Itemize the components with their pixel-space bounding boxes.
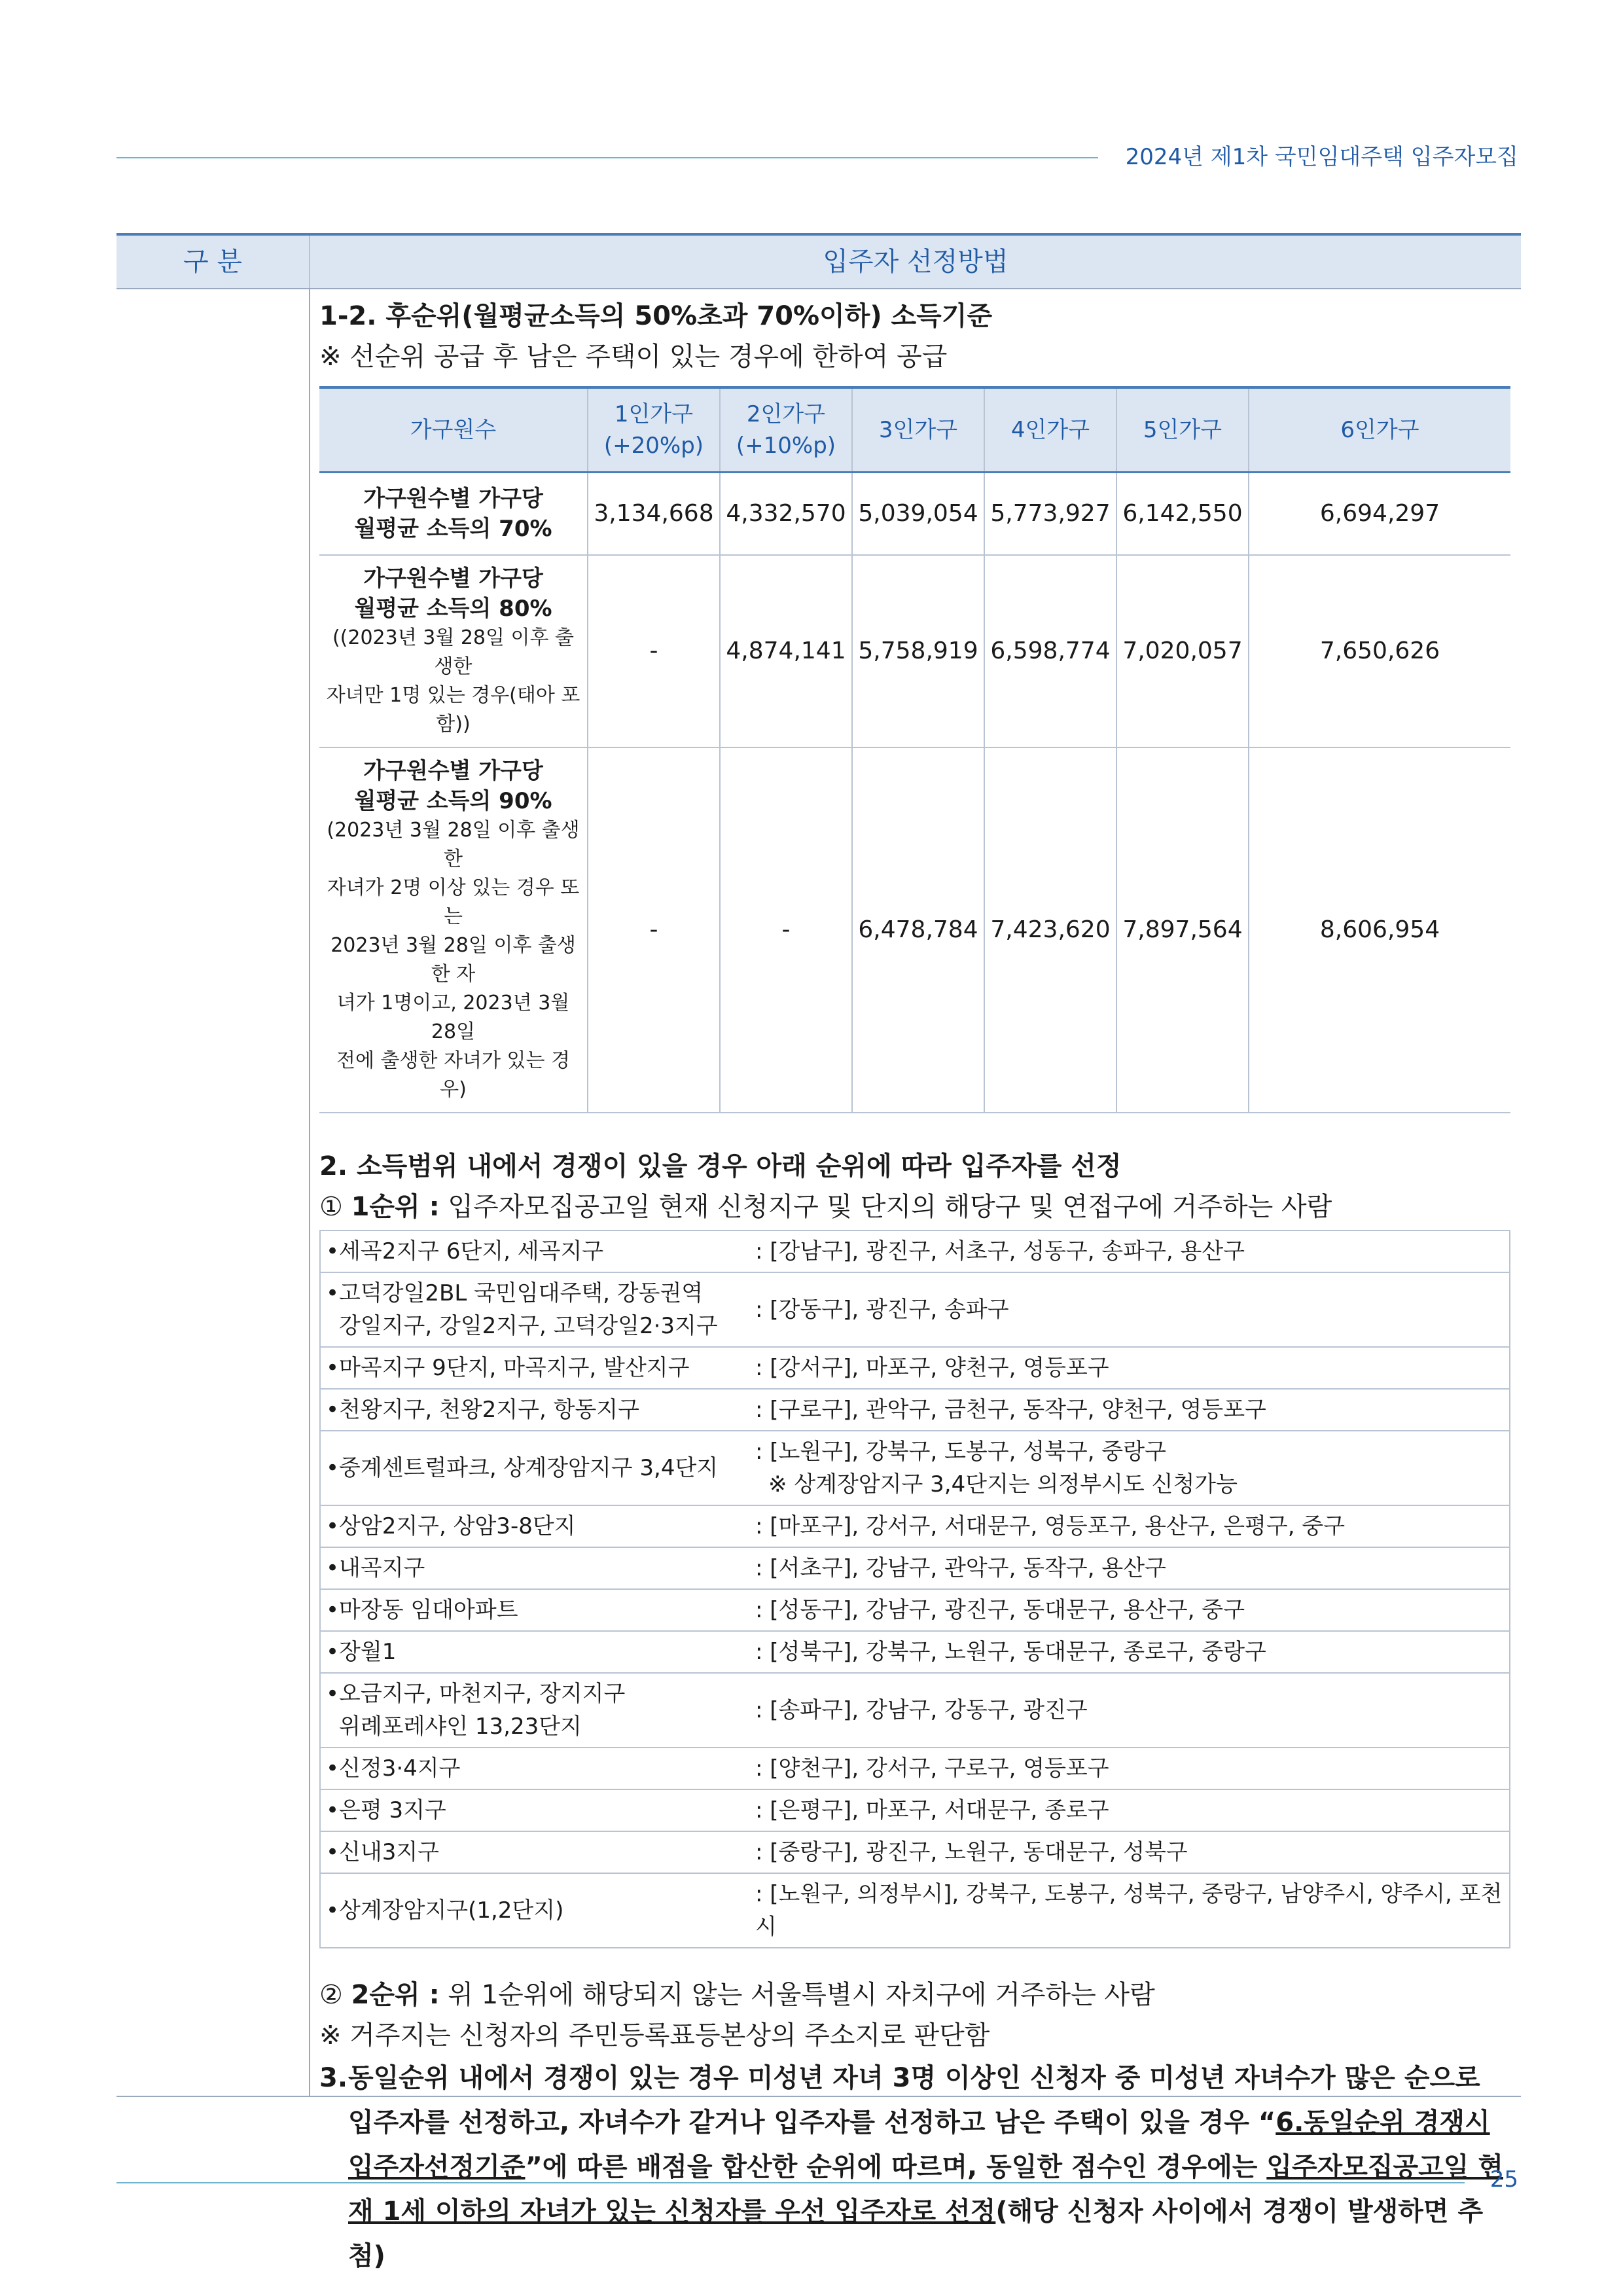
- header-4-person: 4인가구: [984, 387, 1116, 473]
- column-header-gubun: 구 분: [183, 247, 242, 277]
- district-list: : [노원구], 강북구, 도봉구, 성북구, 중랑구: [755, 1438, 1166, 1465]
- district-cell: [750, 1547, 1510, 1589]
- section-1-2-note: ※ 선순위 공급 후 남은 주택이 있는 경우에 한하여 공급: [319, 342, 948, 372]
- district-list: : [강남구], 광진구, 서초구, 성동구, 송파구, 용산구: [755, 1238, 1245, 1265]
- section-3-text-part: ”에 따른 배점을 합산한 순위에 따르며, 동일한 점수인 경우에는: [525, 2151, 1267, 2182]
- area-name-cell: [320, 1272, 750, 1347]
- area-name-cell: [320, 1748, 750, 1789]
- section-3: [319, 2056, 1510, 2278]
- row-sub-line: ((2023년 3월 28일 이후 출생한: [332, 626, 575, 678]
- area-name-cell: [320, 1673, 750, 1748]
- area-name-line: 고덕강일2BL 국민임대주택, 강동권역: [339, 1280, 704, 1306]
- district-cell: [750, 1230, 1510, 1272]
- area-name-cell: [320, 1389, 750, 1431]
- header-subtext: (+20%p): [603, 433, 704, 459]
- header-6-person: 6인가구: [1249, 387, 1510, 473]
- rank-2-line: [319, 1975, 1510, 2015]
- row-label-line: 가구원수별 가구당: [363, 757, 543, 784]
- bullet: •: [326, 1280, 340, 1306]
- bullet: •: [326, 1638, 340, 1665]
- district-cell: [750, 1631, 1510, 1673]
- row-sub-line: 자녀가 2명 이상 있는 경우 또는: [327, 876, 580, 928]
- rank-2-text: 위 1순위에 해당되지 않는 서울특별시 자치구에 거주하는 사람: [448, 1979, 1155, 2010]
- district-cell: [750, 1272, 1510, 1347]
- row-sub-line: 전에 출생한 자녀가 있는 경우): [336, 1049, 570, 1101]
- area-row: [320, 1505, 1510, 1547]
- section-3-number: 3.: [319, 2062, 348, 2093]
- area-name-line: 상암2지구, 상암3-8단지: [339, 1513, 576, 1539]
- section-3-text-part: 동일순위 내에서 경쟁이 있는 경우 미성년 자녀 3명 이상인 신청자 중 미성년 자녀수가 많은 순으로 입주자를 선정하고, 자녀수가 같거나 입주자를 선정하고 남은 주택이 있을 경우 “: [348, 2062, 1480, 2138]
- area-name-line: 마장동 임대아파트: [339, 1596, 518, 1623]
- district-list: : [서초구], 강남구, 관악구, 동작구, 용산구: [755, 1554, 1166, 1581]
- table-cell: 7,423,620: [984, 747, 1116, 1113]
- table-cell: 3,134,668: [588, 473, 720, 555]
- district-cell: [750, 1789, 1510, 1831]
- district-list: : [은평구], 마포구, 서대문구, 종로구: [755, 1797, 1109, 1823]
- district-list: : [양천구], 강서구, 구로구, 영등포구: [755, 1755, 1109, 1782]
- row-sub-line: 녀가 1명이고, 2023년 3월 28일: [336, 991, 570, 1043]
- area-name-line: 상계장암지구(1,2단지): [339, 1897, 564, 1924]
- area-row: [320, 1347, 1510, 1389]
- table-cell: 6,598,774: [984, 555, 1116, 747]
- income-table-header-row: [319, 387, 1510, 473]
- bullet: •: [326, 1755, 340, 1782]
- district-cell: [750, 1505, 1510, 1547]
- area-name-line: 은평 3지구: [339, 1797, 446, 1823]
- table-cell: -: [588, 555, 720, 747]
- header-text: 2인가구: [746, 401, 826, 427]
- area-name-line: 강일지구, 강일2지구, 고덕강일2·3지구: [339, 1312, 718, 1339]
- district-note: ※ 상계장암지구 3,4단지는 의정부시도 신청가능: [768, 1471, 1238, 1498]
- area-name-line: 중계센트럴파크, 상계장암지구 3,4단지: [339, 1454, 719, 1481]
- rank-2-block: [319, 1975, 1510, 2056]
- district-list: : [강서구], 마포구, 양천구, 영등포구: [755, 1354, 1109, 1381]
- area-name-line: 장월1: [339, 1638, 397, 1665]
- area-name-line: 천왕지구, 천왕2지구, 항동지구: [339, 1396, 639, 1423]
- area-name-cell: [320, 1547, 750, 1589]
- bullet: •: [326, 1354, 340, 1381]
- district-cell: [750, 1673, 1510, 1748]
- area-name-cell: [320, 1831, 750, 1873]
- table-cell: 7,897,564: [1116, 747, 1249, 1113]
- district-cell: [750, 1431, 1510, 1505]
- bullet: •: [326, 1839, 340, 1865]
- section-3-underlined-priority: 입주자모집공고일 현재 1세 이하의 자녀가 있는 신청자를 우선 입주자로 선정: [348, 2151, 1503, 2227]
- table-cell: 4,874,141: [720, 555, 852, 747]
- area-row: [320, 1272, 1510, 1347]
- table-cell: 7,020,057: [1116, 555, 1249, 747]
- area-name-cell: [320, 1789, 750, 1831]
- area-name-cell: [320, 1589, 750, 1631]
- header-3-person: 3인가구: [852, 387, 984, 473]
- table-cell: -: [720, 747, 852, 1113]
- table-cell: 5,039,054: [852, 473, 984, 555]
- area-name-line: 세곡2지구 6단지, 세곡지구: [339, 1238, 604, 1265]
- area-row: [320, 1673, 1510, 1748]
- table-cell: 8,606,954: [1249, 747, 1510, 1113]
- row-label: [319, 555, 588, 747]
- district-list: : [송파구], 강남구, 강동구, 광진구: [755, 1696, 1088, 1723]
- bullet: •: [326, 1596, 340, 1623]
- area-row: [320, 1547, 1510, 1589]
- column-header-method: 입주자 선정방법: [823, 247, 1008, 277]
- bullet: •: [326, 1797, 340, 1823]
- header-subtext: (+10%p): [736, 433, 836, 459]
- row-label-line: 월평균 소득의 90%: [354, 787, 552, 814]
- row-sub-line: 자녀만 1명 있는 경우(태아 포함)): [326, 683, 580, 736]
- section-3-text-part: (해당 신청자 사이에서 경쟁이 발생하면 추첨): [348, 2196, 1484, 2271]
- row-sub-line: (2023년 3월 28일 이후 출생한: [327, 818, 580, 870]
- row-label: [319, 473, 588, 555]
- rank-2-marker: ②: [319, 1979, 343, 2010]
- header-text: 가구원수: [410, 417, 497, 443]
- section-3-text: [319, 2056, 1510, 2278]
- district-list: : [노원구, 의정부시], 강북구, 도봉구, 성북구, 중랑구, 남양주시, 양주시, 포천시: [755, 1880, 1503, 1940]
- rank-1-marker: ①: [319, 1191, 343, 1222]
- area-name-cell: [320, 1230, 750, 1272]
- area-name-line: 내곡지구: [339, 1554, 425, 1581]
- district-cell: [750, 1389, 1510, 1431]
- income-standard-table: [319, 386, 1510, 1113]
- header-title: 2024년 제1차 국민임대주택 입주자모집: [1125, 144, 1518, 170]
- district-cell: [750, 1873, 1510, 1948]
- residence-note: ※ 거주지는 신청자의 주민등록표등본상의 주소지로 판단함: [319, 2020, 990, 2051]
- area-name-cell: [320, 1347, 750, 1389]
- header-rule: [116, 157, 1098, 158]
- header-1-person: [588, 387, 720, 473]
- rank-1-label: 1순위 :: [351, 1191, 440, 1222]
- table-cell: 5,758,919: [852, 555, 984, 747]
- area-row: [320, 1789, 1510, 1831]
- bullet: •: [326, 1238, 340, 1265]
- area-name-cell: [320, 1431, 750, 1505]
- area-name-line: 신내3지구: [339, 1839, 440, 1865]
- method-content: [319, 296, 1510, 2278]
- area-row: [320, 1748, 1510, 1789]
- section-1-2-heading: 1-2. 후순위(월평균소득의 50%초과 70%이하) 소득기준: [319, 301, 993, 331]
- table-cell: 6,694,297: [1249, 473, 1510, 555]
- area-name-line: 오금지구, 마천지구, 장지지구: [339, 1680, 626, 1707]
- bullet: •: [326, 1680, 340, 1707]
- rank-1-text: 입주자모집공고일 현재 신청지구 및 단지의 해당구 및 연접구에 거주하는 사람: [448, 1191, 1332, 1222]
- bullet: •: [326, 1513, 340, 1539]
- table-cell: -: [588, 747, 720, 1113]
- page-number: 25: [1489, 2166, 1518, 2193]
- district-list: : [성북구], 강북구, 노원구, 동대문구, 종로구, 중랑구: [755, 1638, 1266, 1665]
- header-2-person: [720, 387, 852, 473]
- table-cell: 6,142,550: [1116, 473, 1249, 555]
- rank-1-line: [319, 1187, 1510, 1227]
- row-label-line: 월평균 소득의 70%: [354, 515, 552, 542]
- district-cell: [750, 1589, 1510, 1631]
- header-5-person: 5인가구: [1116, 387, 1249, 473]
- table-cell: 6,478,784: [852, 747, 984, 1113]
- income-row-80: [319, 555, 1510, 747]
- bullet: •: [326, 1396, 340, 1423]
- area-row: [320, 1831, 1510, 1873]
- area-name-line: 마곡지구 9단지, 마곡지구, 발산지구: [339, 1354, 690, 1381]
- section-2: [319, 1146, 1510, 2056]
- selection-method-frame: [116, 233, 1521, 2271]
- row-label-line: 가구원수별 가구당: [363, 565, 543, 592]
- bullet: •: [326, 1454, 340, 1481]
- district-list: : [중랑구], 광진구, 노원구, 동대문구, 성북구: [755, 1839, 1188, 1865]
- income-row-70: [319, 473, 1510, 555]
- header-text: 1인가구: [614, 401, 694, 427]
- bullet: •: [326, 1554, 340, 1581]
- district-list: : [강동구], 광진구, 송파구: [755, 1296, 1009, 1323]
- income-row-90: [319, 747, 1510, 1113]
- area-name-cell: [320, 1505, 750, 1547]
- section-2-heading: 2. 소득범위 내에서 경쟁이 있을 경우 아래 순위에 따라 입주자를 선정: [319, 1151, 1122, 1181]
- rank-1-area-table: [319, 1230, 1510, 1948]
- section-3-underlined-ref: 6.동일순위 경쟁시 입주자선정기준: [348, 2107, 1490, 2182]
- area-name-line: 위례포레샤인 13,23단지: [339, 1713, 582, 1740]
- row-label-line: 월평균 소득의 80%: [354, 595, 552, 622]
- area-name-line: 신정3·4지구: [339, 1755, 461, 1782]
- district-cell: [750, 1748, 1510, 1789]
- area-row: [320, 1873, 1510, 1948]
- header-household-size: [319, 387, 588, 473]
- row-sub-line: 2023년 3월 28일 이후 출생한 자: [330, 933, 576, 986]
- district-cell: [750, 1831, 1510, 1873]
- area-name-cell: [320, 1873, 750, 1948]
- area-row: [320, 1389, 1510, 1431]
- table-cell: 7,650,626: [1249, 555, 1510, 747]
- rank-2-label: 2순위 :: [351, 1979, 440, 2010]
- district-cell: [750, 1347, 1510, 1389]
- footer-rule: [116, 2182, 1465, 2183]
- column-divider: [309, 289, 310, 2096]
- row-label-line: 가구원수별 가구당: [363, 485, 543, 512]
- district-list: : [마포구], 강서구, 서대문구, 영등포구, 용산구, 은평구, 중구: [755, 1513, 1346, 1539]
- table-cell: 5,773,927: [984, 473, 1116, 555]
- area-row: [320, 1631, 1510, 1673]
- row-label: [319, 747, 588, 1113]
- area-row: [320, 1589, 1510, 1631]
- district-list: : [성동구], 강남구, 광진구, 동대문구, 용산구, 중구: [755, 1596, 1245, 1623]
- area-row: [320, 1230, 1510, 1272]
- area-row: [320, 1431, 1510, 1505]
- area-name-cell: [320, 1631, 750, 1673]
- district-list: : [구로구], 관악구, 금천구, 동작구, 양천구, 영등포구: [755, 1396, 1266, 1423]
- bullet: •: [326, 1897, 340, 1924]
- table-cell: 4,332,570: [720, 473, 852, 555]
